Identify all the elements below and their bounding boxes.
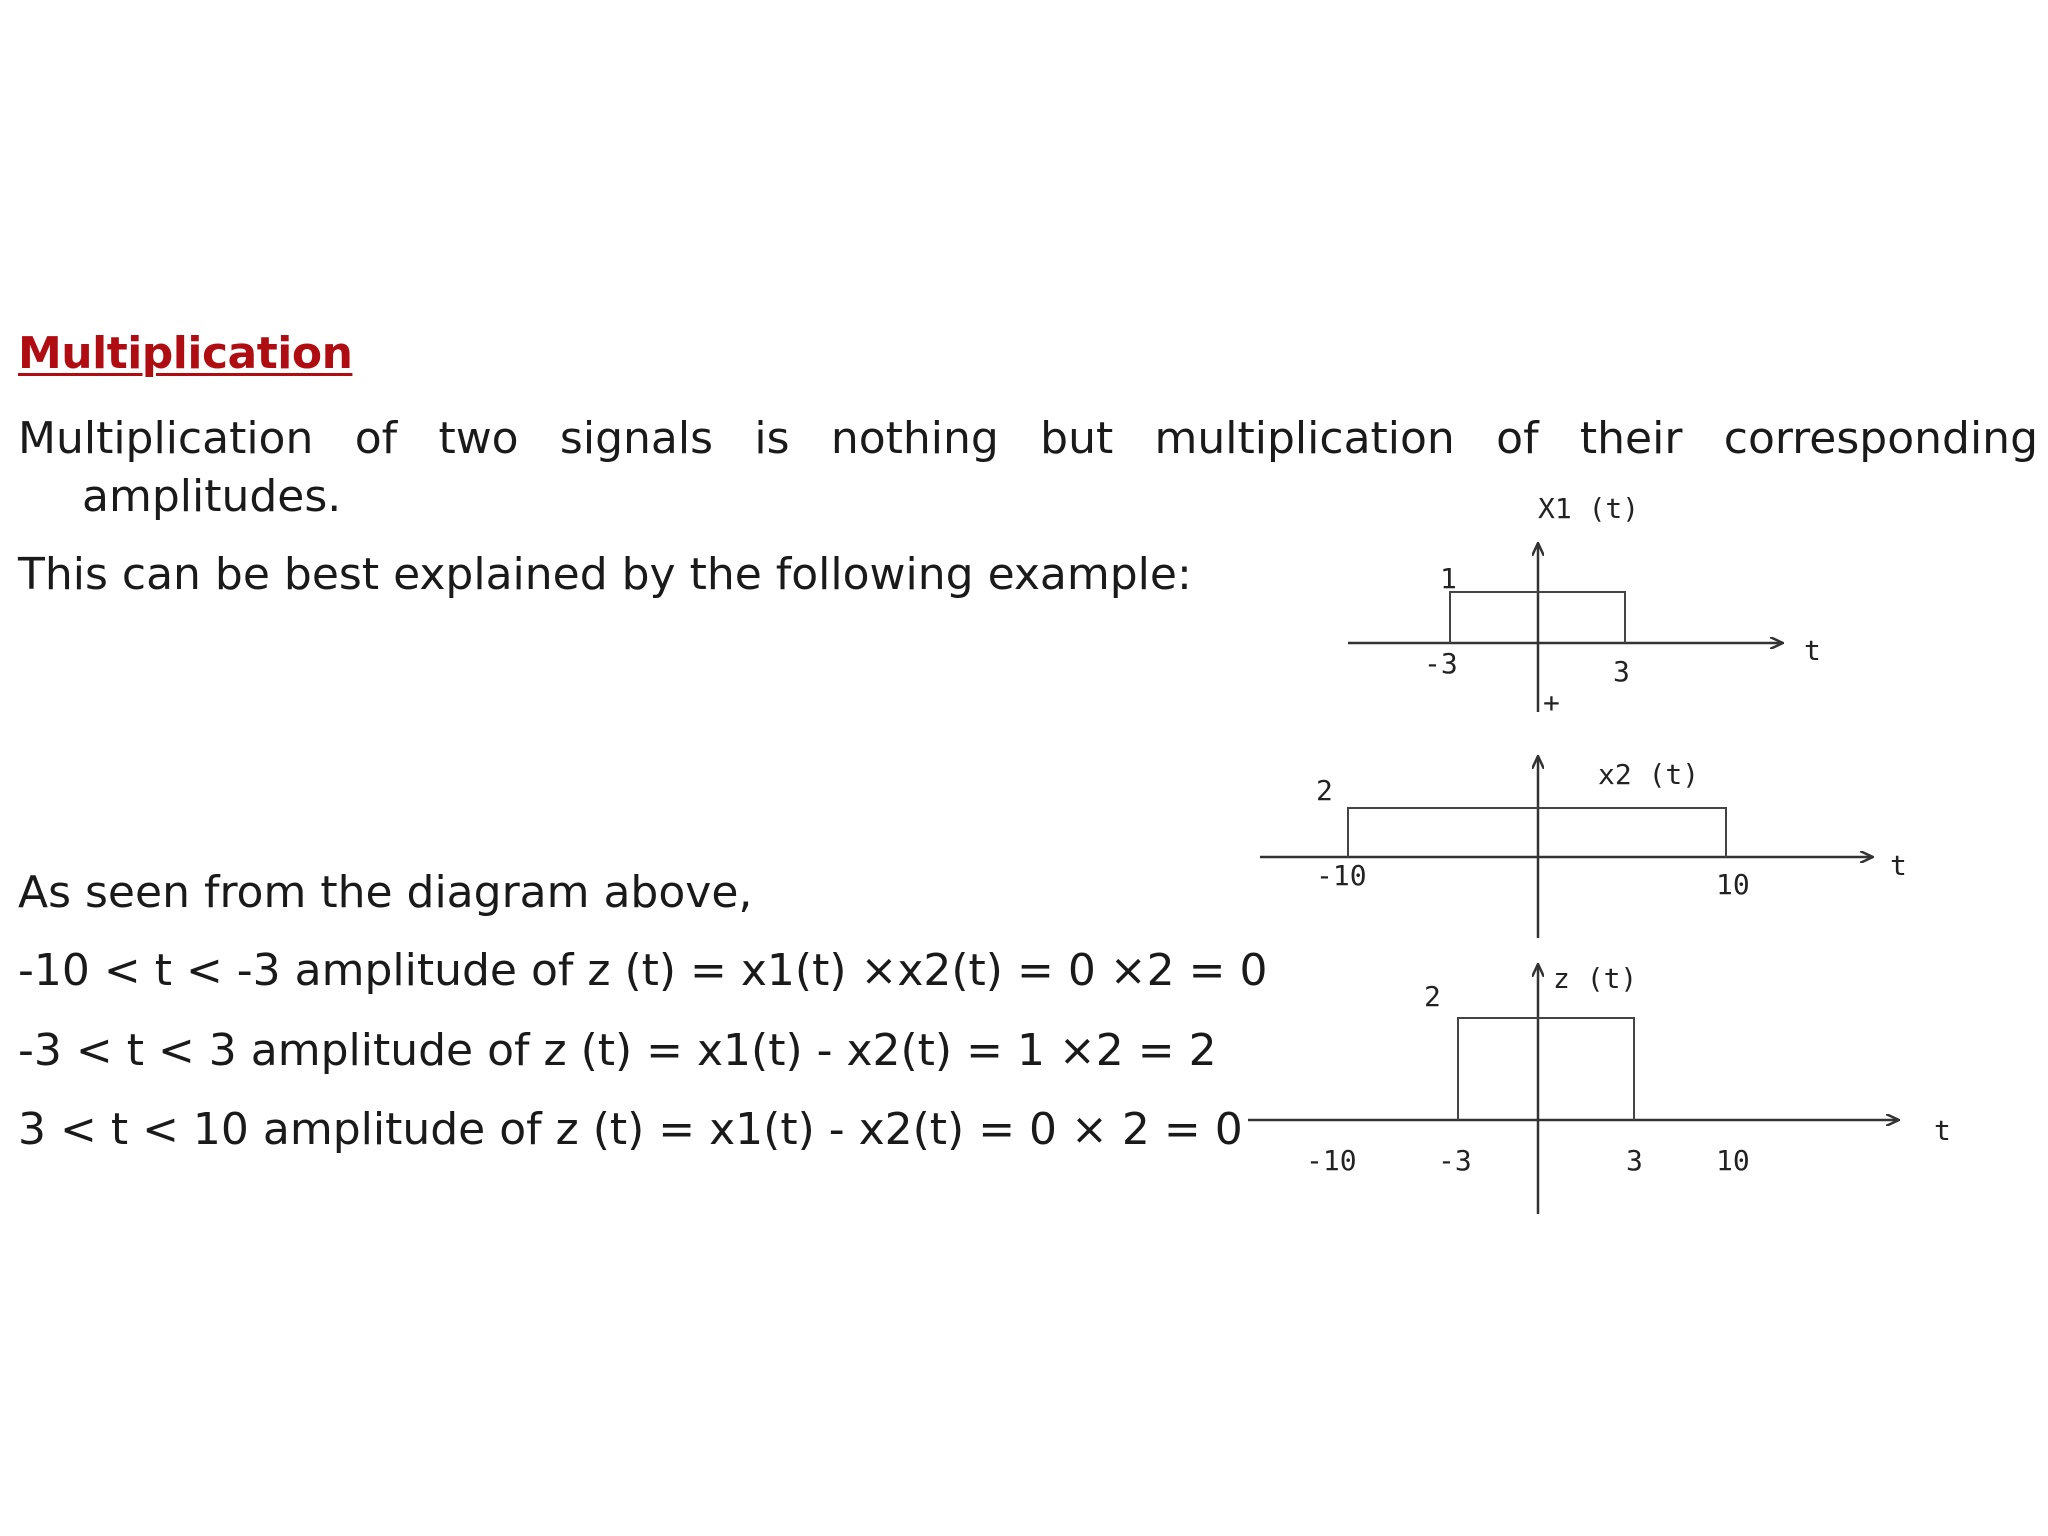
equation-interval-3: 3 < t < 10 amplitude of z (t) = x1(t) - x2(t) = 0 × 2 = 0 bbox=[18, 1104, 1243, 1155]
example-intro-text: This can be best explained by the following example: bbox=[18, 549, 1192, 600]
equation-interval-2: -3 < t < 3 amplitude of z (t) = x1(t) - x2(t) = 1 ×2 = 2 bbox=[18, 1025, 1217, 1076]
z-tick-3: 3 bbox=[1626, 1144, 1643, 1177]
intro-line-1: Multiplication of two signals is nothing but multiplication of their corresponding bbox=[18, 413, 2038, 464]
intro-line-2: amplitudes. bbox=[82, 471, 342, 522]
z-axis-label: t bbox=[1934, 1114, 1951, 1147]
x2-pulse bbox=[1348, 808, 1726, 857]
x2-diagram bbox=[1260, 757, 1907, 938]
x1-pulse bbox=[1450, 592, 1625, 643]
x1-origin-mark: + bbox=[1543, 686, 1560, 719]
x2-tick-10: 10 bbox=[1716, 868, 1750, 901]
z-amplitude-label: 2 bbox=[1424, 980, 1441, 1013]
x2-axis-label: t bbox=[1890, 849, 1907, 882]
x1-title: X1 (t) bbox=[1538, 492, 1640, 525]
x2-amplitude-label: 2 bbox=[1316, 774, 1333, 807]
z-tick-neg3: -3 bbox=[1438, 1144, 1472, 1177]
x1-amplitude-label: 1 bbox=[1440, 562, 1457, 595]
z-tick-neg10: -10 bbox=[1306, 1144, 1357, 1177]
x1-axis-label: t bbox=[1804, 634, 1821, 667]
intro-paragraph bbox=[18, 410, 2038, 526]
z-diagram bbox=[1248, 962, 1951, 1214]
x1-diagram bbox=[1348, 492, 1821, 719]
slide-heading: Multiplication bbox=[18, 328, 353, 379]
z-title: z (t) bbox=[1553, 962, 1638, 995]
z-pulse bbox=[1458, 1018, 1634, 1120]
z-tick-10: 10 bbox=[1716, 1144, 1750, 1177]
equation-interval-1: -10 < t < -3 amplitude of z (t) = x1(t) ×x2(t) = 0 ×2 = 0 bbox=[18, 945, 1268, 996]
x2-tick-neg10: -10 bbox=[1316, 859, 1367, 892]
x2-title: x2 (t) bbox=[1598, 758, 1700, 791]
x1-tick-3: 3 bbox=[1613, 655, 1630, 688]
diagram-reference-text: As seen from the diagram above, bbox=[18, 867, 753, 918]
x1-tick-neg3: -3 bbox=[1424, 647, 1458, 680]
